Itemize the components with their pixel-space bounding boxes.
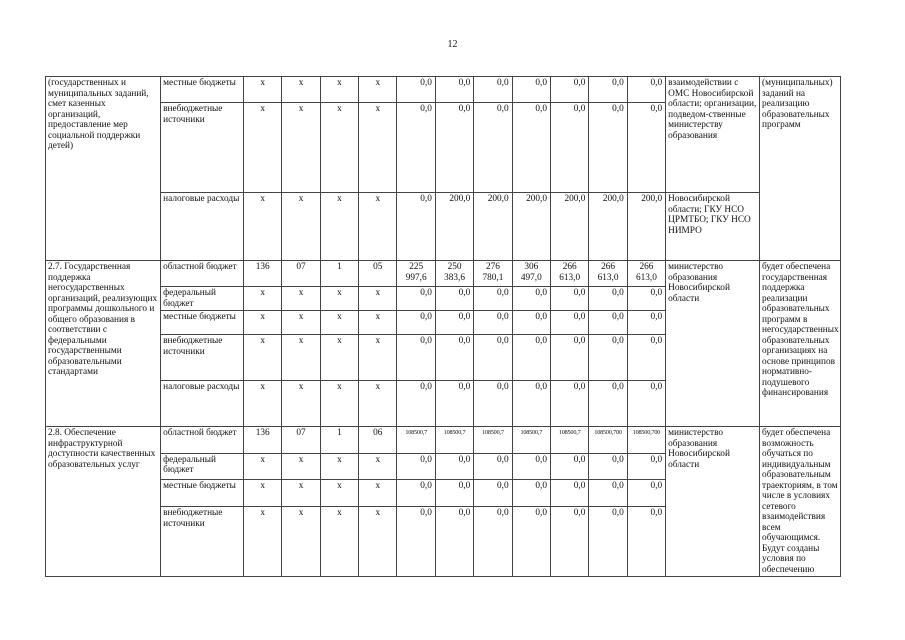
activity-name-cell: (государственных и муниципальных заданий, смет казенных организаций, предоставление мер социальной поддержки детей) [46, 77, 161, 261]
code-cell: x [282, 77, 320, 103]
code-cell: x [243, 335, 281, 381]
value-cell: 0,0 [474, 287, 512, 311]
value-cell: 0,0 [512, 335, 550, 381]
value-cell: 200,0 [589, 193, 627, 261]
value-cell: 0,0 [397, 335, 435, 381]
value-cell: 0,0 [474, 507, 512, 577]
code-cell: x [359, 453, 397, 480]
value-cell: 0,0 [512, 103, 550, 193]
value-cell: 0,0 [589, 381, 627, 427]
value-cell: 0,0 [550, 311, 588, 335]
value-cell: 0,0 [474, 311, 512, 335]
value-cell: 276 780,1 [474, 261, 512, 287]
value-cell: 0,0 [512, 381, 550, 427]
funding-source-cell: налоговые расходы [161, 193, 244, 261]
value-cell: 0,0 [627, 77, 665, 103]
value-cell: 0,0 [435, 453, 473, 480]
executor-cell: взаимодействии с ОМС Новосибирской области; организации, подведом-ственные министерству образования [666, 77, 760, 193]
value-cell: 0,0 [550, 453, 588, 480]
page-number: 12 [447, 39, 458, 50]
funding-source-cell: областной бюджет [161, 427, 244, 454]
value-cell: 0,0 [550, 103, 588, 193]
table-row [46, 427, 841, 454]
value-cell: 0,0 [589, 335, 627, 381]
value-cell: 306 497,0 [512, 261, 550, 287]
value-cell: 0,0 [589, 480, 627, 507]
value-cell: 0,0 [435, 507, 473, 577]
value-cell: 108500,7 [550, 427, 588, 454]
value-cell: 108500,7 [512, 427, 550, 454]
code-cell: x [320, 311, 358, 335]
value-cell: 0,0 [435, 103, 473, 193]
value-cell: 0,0 [435, 480, 473, 507]
code-cell: x [320, 480, 358, 507]
code-cell: x [320, 453, 358, 480]
value-cell: 0,0 [474, 77, 512, 103]
value-cell: 0,0 [627, 507, 665, 577]
table-row [46, 77, 841, 103]
code-cell: x [282, 453, 320, 480]
value-cell: 250 383,6 [435, 261, 473, 287]
value-cell: 0,0 [512, 507, 550, 577]
code-cell: x [359, 335, 397, 381]
code-cell: x [359, 103, 397, 193]
code-cell: x [359, 311, 397, 335]
funding-source-cell: местные бюджеты [161, 77, 244, 103]
code-cell: 07 [282, 427, 320, 454]
value-cell: 0,0 [397, 287, 435, 311]
value-cell: 200,0 [435, 193, 473, 261]
value-cell: 0,0 [627, 287, 665, 311]
code-cell: 06 [359, 427, 397, 454]
code-cell: 136 [243, 427, 281, 454]
executor-cell: Новосибирской области; ГКУ НСО ЦРМТБО; ГКУ НСО НИМРО [666, 193, 760, 261]
activity-name-cell: 2.7. Государственная поддержка негосударственных организаций, реализующих программы дошкольного и общего образования в соответствии с федеральными государственными образовательными стандартами [46, 261, 161, 427]
value-cell: 0,0 [512, 311, 550, 335]
value-cell: 0,0 [589, 77, 627, 103]
value-cell: 0,0 [627, 453, 665, 480]
code-cell: x [243, 381, 281, 427]
value-cell: 0,0 [550, 480, 588, 507]
code-cell: x [282, 311, 320, 335]
code-cell: x [243, 287, 281, 311]
value-cell: 0,0 [435, 335, 473, 381]
code-cell: 05 [359, 261, 397, 287]
value-cell: 266 613,0 [627, 261, 665, 287]
value-cell: 0,0 [550, 507, 588, 577]
value-cell: 0,0 [589, 287, 627, 311]
value-cell: 0,0 [512, 453, 550, 480]
value-cell: 0,0 [550, 335, 588, 381]
value-cell: 200,0 [512, 193, 550, 261]
value-cell: 200,0 [627, 193, 665, 261]
value-cell: 0,0 [589, 103, 627, 193]
table-row [46, 193, 841, 261]
value-cell: 0,0 [397, 311, 435, 335]
expected-result-cell: будет обеспечена возможность обучаться по индивидуальным образовательным траекториям, в том числе в условиях сетевого взаимодействия всем обучающимся. Будут созданы условия по обеспечению [760, 427, 841, 577]
value-cell: 0,0 [397, 77, 435, 103]
program-table [45, 76, 841, 577]
value-cell: 0,0 [589, 311, 627, 335]
value-cell: 0,0 [474, 381, 512, 427]
code-cell: x [282, 507, 320, 577]
expected-result-cell: будет обеспечена государственная поддержка реализации образовательных программ в негосударственных образовательных организациях на основе принципов нормативно-подушевого финансирования [760, 261, 841, 427]
code-cell: 1 [320, 261, 358, 287]
code-cell: 136 [243, 261, 281, 287]
code-cell: x [243, 453, 281, 480]
value-cell: 225 997,6 [397, 261, 435, 287]
code-cell: x [320, 193, 358, 261]
value-cell: 108500,7 [474, 427, 512, 454]
value-cell: 266 613,0 [589, 261, 627, 287]
value-cell: 0,0 [627, 103, 665, 193]
value-cell: 200,0 [474, 193, 512, 261]
funding-source-cell: внебюджетные источники [161, 103, 244, 193]
funding-source-cell: внебюджетные источники [161, 335, 244, 381]
value-cell: 108500,700 [589, 427, 627, 454]
value-cell: 0,0 [435, 287, 473, 311]
code-cell: x [243, 77, 281, 103]
code-cell: x [243, 193, 281, 261]
funding-source-cell: налоговые расходы [161, 381, 244, 427]
code-cell: x [282, 480, 320, 507]
value-cell: 0,0 [397, 103, 435, 193]
value-cell: 0,0 [474, 480, 512, 507]
value-cell: 0,0 [627, 311, 665, 335]
code-cell: x [243, 507, 281, 577]
executor-cell: министерство образования Новосибирской области [666, 261, 760, 427]
value-cell: 0,0 [474, 453, 512, 480]
executor-cell: министерство образования Новосибирской области [666, 427, 760, 577]
code-cell: x [282, 381, 320, 427]
code-cell: x [359, 77, 397, 103]
value-cell: 0,0 [627, 381, 665, 427]
code-cell: x [320, 507, 358, 577]
code-cell: x [320, 103, 358, 193]
code-cell: x [359, 480, 397, 507]
value-cell: 0,0 [550, 77, 588, 103]
code-cell: x [320, 77, 358, 103]
activity-name-cell: 2.8. Обеспечение инфраструктурной доступности качественных образовательных услуг [46, 427, 161, 577]
code-cell: x [320, 287, 358, 311]
code-cell: x [282, 335, 320, 381]
code-cell: x [282, 193, 320, 261]
code-cell: x [359, 381, 397, 427]
funding-source-cell: местные бюджеты [161, 311, 244, 335]
value-cell: 0,0 [397, 480, 435, 507]
code-cell: x [359, 507, 397, 577]
value-cell: 108500,7 [435, 427, 473, 454]
code-cell: x [243, 311, 281, 335]
value-cell: 0,0 [627, 480, 665, 507]
funding-source-cell: местные бюджеты [161, 480, 244, 507]
value-cell: 0,0 [627, 335, 665, 381]
value-cell: 0,0 [589, 453, 627, 480]
funding-source-cell: областной бюджет [161, 261, 244, 287]
code-cell: 1 [320, 427, 358, 454]
value-cell: 0,0 [397, 507, 435, 577]
value-cell: 0,0 [435, 381, 473, 427]
value-cell: 0,0 [397, 453, 435, 480]
value-cell: 0,0 [435, 311, 473, 335]
value-cell: 0,0 [435, 77, 473, 103]
value-cell: 108500,7 [397, 427, 435, 454]
value-cell: 0,0 [512, 480, 550, 507]
code-cell: x [243, 480, 281, 507]
code-cell: x [359, 287, 397, 311]
value-cell: 0,0 [589, 507, 627, 577]
value-cell: 0,0 [512, 77, 550, 103]
value-cell: 108500,700 [627, 427, 665, 454]
code-cell: x [320, 335, 358, 381]
value-cell: 0,0 [550, 381, 588, 427]
value-cell: 266 613,0 [550, 261, 588, 287]
value-cell: 0,0 [550, 287, 588, 311]
code-cell: x [243, 103, 281, 193]
value-cell: 0,0 [397, 193, 435, 261]
value-cell: 0,0 [474, 335, 512, 381]
funding-source-cell: внебюджетные источники [161, 507, 244, 577]
value-cell: 0,0 [397, 381, 435, 427]
value-cell: 200,0 [550, 193, 588, 261]
value-cell: 0,0 [512, 287, 550, 311]
code-cell: x [282, 103, 320, 193]
funding-source-cell: федеральный бюджет [161, 287, 244, 311]
code-cell: x [359, 193, 397, 261]
expected-result-cell: (муниципальных) заданий на реализацию образовательных программ [760, 77, 841, 261]
table-row [46, 261, 841, 287]
code-cell: 07 [282, 261, 320, 287]
funding-source-cell: федеральный бюджет [161, 453, 244, 480]
value-cell: 0,0 [474, 103, 512, 193]
code-cell: x [320, 381, 358, 427]
code-cell: x [282, 287, 320, 311]
